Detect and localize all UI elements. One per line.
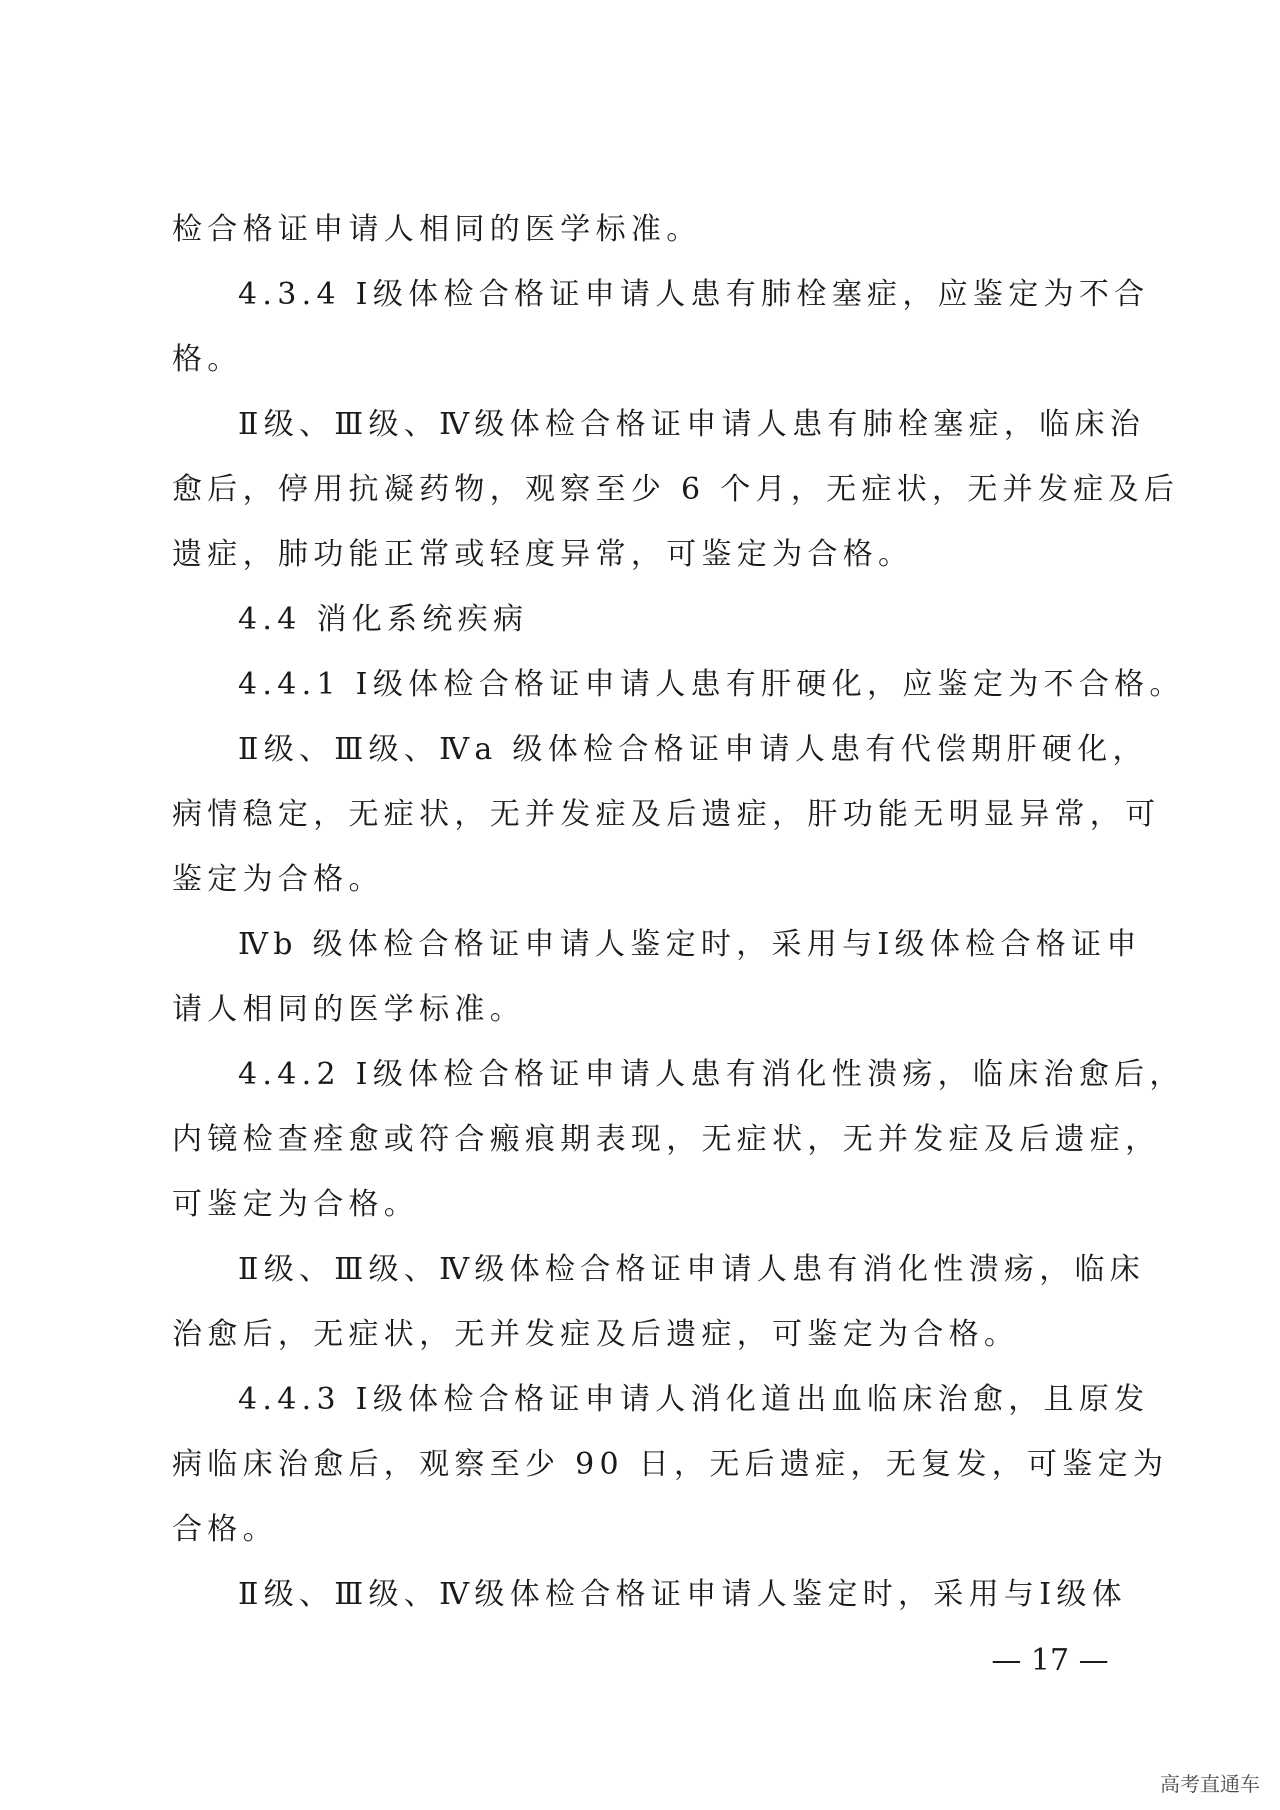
page-number: — 17 — (991, 1643, 1109, 1678)
text-line: 病情稳定，无症状，无并发症及后遗症，肝功能无明显异常，可 (172, 797, 1161, 832)
section-4-4-2: 4.4.2 Ⅰ级体检合格证申请人患有消化性溃疡，临床治愈后， (238, 1057, 1185, 1092)
section-heading-4-4: 4.4 消化系统疾病 (238, 602, 529, 637)
text-line: 治愈后，无症状，无并发症及后遗症，可鉴定为合格。 (172, 1317, 1020, 1352)
text-line: Ⅱ级、Ⅲ级、Ⅳ级体检合格证申请人鉴定时，采用与Ⅰ级体 (238, 1577, 1127, 1612)
text-line: 内镜检查痊愈或符合瘢痕期表现，无症状，无并发症及后遗症， (172, 1122, 1161, 1157)
text-line: 检合格证申请人相同的医学标准。 (172, 212, 702, 247)
section-4-4-1: 4.4.1 Ⅰ级体检合格证申请人患有肝硬化，应鉴定为不合格。 (238, 667, 1185, 702)
text-line: 鉴定为合格。 (172, 862, 384, 897)
watermark-text: 高考直通车 (1160, 1772, 1260, 1796)
section-4-3-4: 4.3.4 Ⅰ级体检合格证申请人患有肺栓塞症，应鉴定为不合 (238, 277, 1150, 312)
text-line: 合格。 (172, 1512, 278, 1547)
text-line: Ⅳb 级体检合格证申请人鉴定时，采用与Ⅰ级体检合格证申 (238, 927, 1142, 962)
text-line: 遗症，肺功能正常或轻度异常，可鉴定为合格。 (172, 537, 914, 572)
section-4-4-3: 4.4.3 Ⅰ级体检合格证申请人消化道出血临床治愈，且原发 (238, 1382, 1150, 1417)
text-line: 可鉴定为合格。 (172, 1187, 420, 1222)
text-line: Ⅱ级、Ⅲ级、Ⅳ级体检合格证申请人患有消化性溃疡，临床 (238, 1252, 1146, 1287)
text-line: Ⅱ级、Ⅲ级、Ⅳ级体检合格证申请人患有肺栓塞症，临床治 (238, 407, 1146, 442)
text-line: 病临床治愈后，观察至少 90 日，无后遗症，无复发，可鉴定为 (172, 1447, 1169, 1482)
text-line: Ⅱ级、Ⅲ级、Ⅳa 级体检合格证申请人患有代偿期肝硬化， (238, 732, 1148, 767)
text-line: 请人相同的医学标准。 (172, 992, 525, 1027)
text-line: 愈后，停用抗凝药物，观察至少 6 个月，无症状，无并发症及后 (172, 472, 1180, 507)
text-line: 格。 (172, 342, 243, 377)
